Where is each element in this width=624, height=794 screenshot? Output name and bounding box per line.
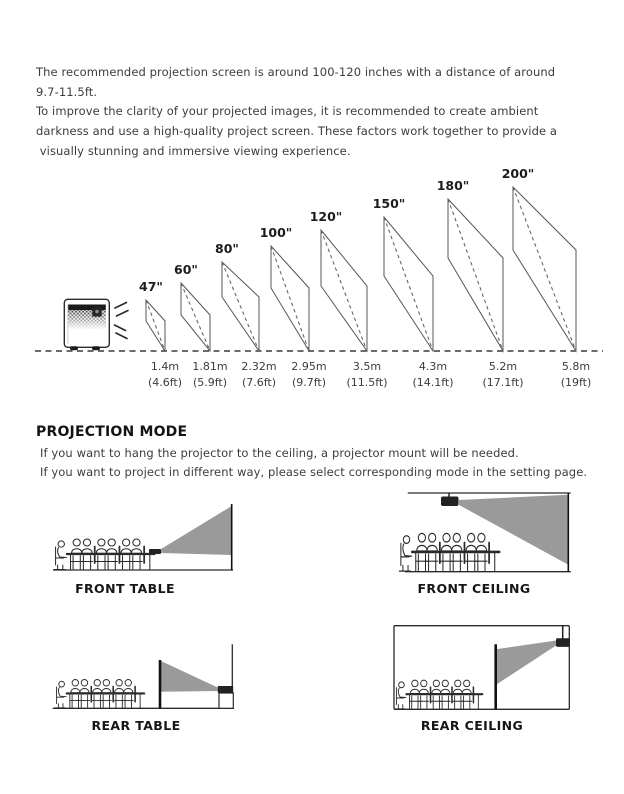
projection-mode-line-2: If you want to project in different way, please select corresponding mode in the setting page.: [40, 465, 588, 479]
screen-60: [174, 262, 228, 389]
audience-at-table: [55, 679, 144, 707]
distance-m-label: 4.3m: [418, 360, 448, 373]
throw-distance-diagram: [30, 165, 610, 400]
distance-m-label: 5.2m: [488, 360, 518, 373]
screen-180: [437, 178, 524, 389]
distance-m-label: 1.81m: [192, 360, 228, 373]
screen-200: [502, 166, 592, 389]
tip-line-3: visually stunning and immersive viewing experience.: [36, 144, 351, 158]
distance-m-label: 2.32m: [241, 360, 277, 373]
distance-ft-label: (11.5ft): [346, 376, 388, 389]
intro-paragraph: [36, 62, 555, 102]
distance-ft-label: (5.9ft): [192, 376, 228, 389]
distance-ft-label: (9.7ft): [291, 376, 327, 389]
distance-ft-label: (4.6ft): [147, 376, 183, 389]
rear-ceiling-caption: REAR CEILING: [420, 718, 524, 733]
screen-size-label: 100": [259, 225, 293, 240]
projection-beam: [496, 641, 556, 686]
screen-150: [373, 196, 454, 389]
tip-line-1: To improve the clarity of your projected images, it is recommended to create ambient: [36, 104, 539, 118]
front-ceiling-caption: FRONT CEILING: [417, 581, 531, 596]
rear-ceiling-diagram: [390, 622, 575, 714]
distance-ft-label: (7.6ft): [241, 376, 277, 389]
distance-m-label: 5.8m: [561, 360, 591, 373]
screen-size-label: 80": [215, 241, 239, 256]
distance-ft-label: (17.1ft): [482, 376, 524, 389]
distance-m-label: 3.5m: [352, 360, 382, 373]
audience-at-table: [54, 539, 154, 570]
front-table-caption: FRONT TABLE: [75, 581, 175, 596]
projection-rays-icon: [115, 303, 129, 339]
tip-paragraph: [36, 101, 557, 161]
projection-beam: [161, 506, 232, 555]
intro-line-2: 9.7-11.5ft.: [36, 85, 98, 99]
table-projector-icon: [218, 686, 234, 693]
screen-size-label: 47": [139, 279, 163, 294]
projection-mode-heading: PROJECTION MODE: [36, 424, 188, 440]
projector-device: [64, 299, 109, 350]
audience-at-table: [399, 533, 499, 571]
front-ceiling-diagram: [395, 485, 575, 577]
intro-line-1: The recommended projection screen is around 100-120 inches with a distance of around: [36, 65, 556, 79]
table-projector-icon: [149, 549, 161, 554]
screen-size-label: 180": [436, 178, 470, 193]
distance-m-label: 1.4m: [150, 360, 180, 373]
projection-beam: [459, 495, 568, 565]
ceiling-projector-icon: [441, 497, 459, 507]
screen-size-label: 60": [174, 262, 198, 277]
distance-ft-label: (14.1ft): [412, 376, 454, 389]
distance-ft-label: (19ft): [560, 376, 592, 389]
tip-line-2: darkness and use a high-quality project screen. These factors work together to provide a: [36, 124, 558, 138]
screen-size-label: 200": [501, 166, 535, 181]
projector-stand: [219, 693, 233, 708]
audience-at-table: [395, 680, 482, 709]
projection-beam: [161, 661, 218, 692]
distance-m-label: 2.95m: [291, 360, 327, 373]
rear-table-caption: REAR TABLE: [91, 718, 181, 733]
screen-size-label: 150": [372, 196, 406, 211]
projection-mode-line-1: If you want to hang the projector to the ceiling, a projector mount will be needed.: [40, 446, 519, 460]
screen-47: [139, 279, 182, 389]
front-table-diagram: [40, 495, 240, 575]
ceiling-projector-icon: [556, 638, 570, 647]
screen-size-label: 120": [309, 209, 343, 224]
rear-table-diagram: [40, 630, 240, 712]
